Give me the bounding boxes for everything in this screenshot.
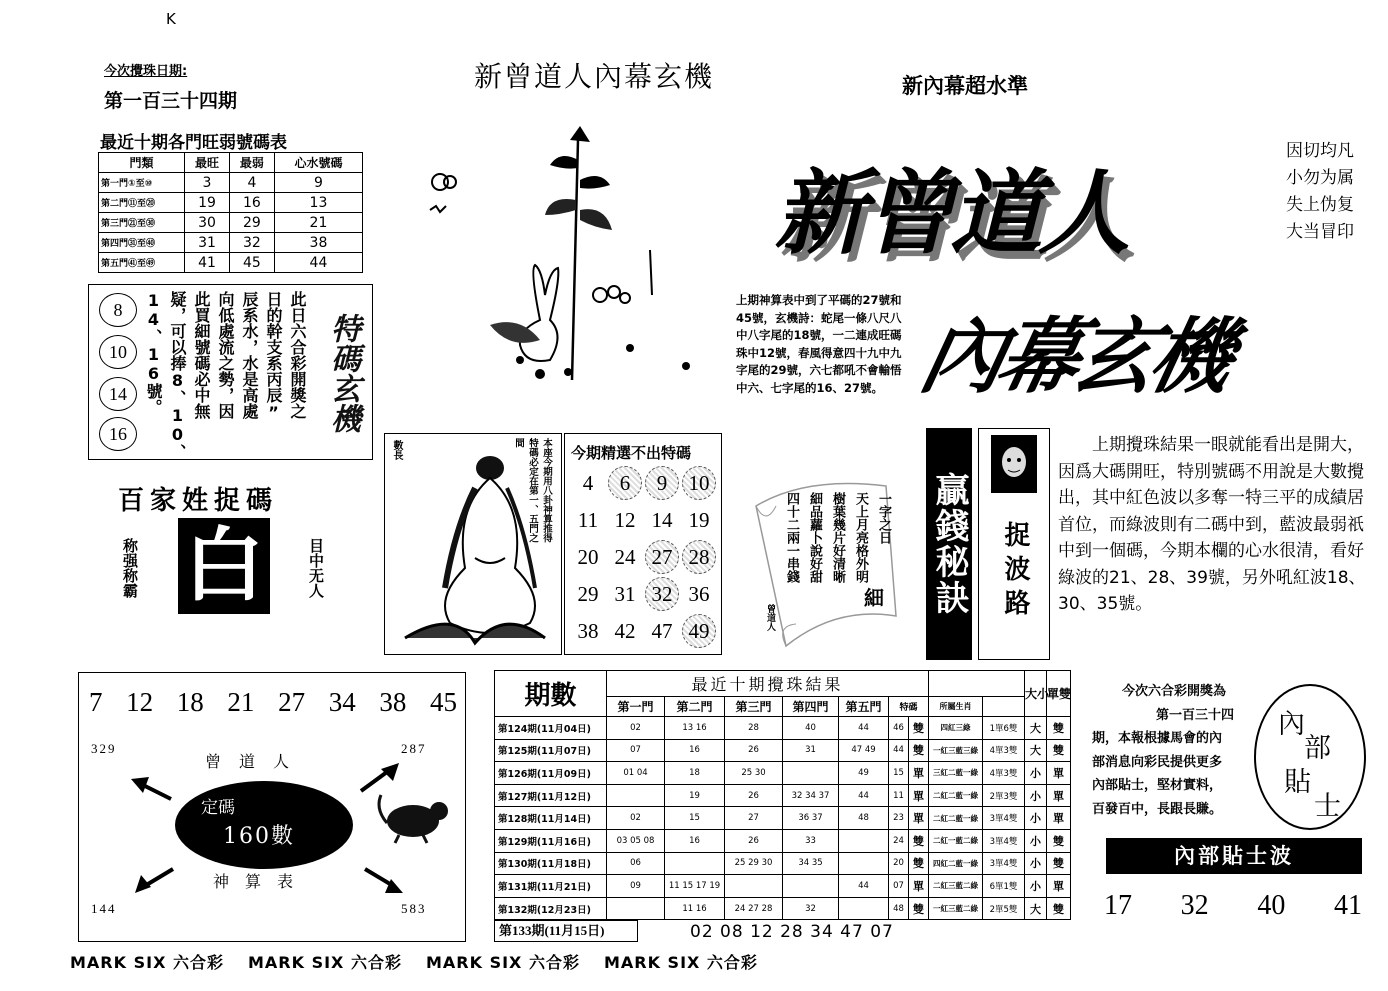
result-cell: 23: [889, 807, 909, 830]
gate-cell: 第五門㊶至㊾: [99, 253, 185, 273]
result-cell: 4單3雙: [983, 762, 1025, 785]
special-number: 4: [582, 470, 594, 495]
special-number: 42: [614, 618, 636, 643]
insider-line: 期，本報根據馬會的內: [1092, 731, 1223, 746]
surname-title: 百家姓捉碼: [118, 486, 279, 516]
gate-cell: 第二門⑪至⑳: [99, 193, 185, 213]
result-cell: 雙: [909, 739, 929, 762]
result-cell: 單: [909, 784, 929, 807]
result-cell: 大: [1025, 897, 1047, 920]
result-cell: 02: [607, 717, 665, 740]
rabbit-plant-illustration: [400, 120, 690, 390]
side-line: 失上伪复: [1286, 195, 1354, 215]
formula-number: 7: [89, 687, 103, 717]
table-row: [495, 784, 1071, 807]
result-cell: 46: [889, 717, 909, 740]
text-column: 此買細號碼必中無: [192, 291, 211, 419]
spacer-header: [929, 671, 1025, 697]
result-cell: 47 49: [839, 739, 889, 762]
result-cell: 雙: [1047, 852, 1071, 875]
corner-number: 583: [401, 901, 427, 916]
gate-cell: 第三門㉑至㉚: [99, 213, 185, 233]
result-cell: 雙: [1047, 717, 1071, 740]
max-cell: 30: [185, 213, 230, 233]
poem-line: 一字之日: [876, 492, 891, 544]
result-cell: 11 16: [665, 897, 725, 920]
result-cell: 32: [783, 897, 839, 920]
result-cell: 二紅三藍二綠: [929, 875, 983, 898]
result-cell: 單: [909, 875, 929, 898]
result-cell: 第129期(11月16日): [495, 829, 607, 852]
brand-title: 新曾道人: [774, 160, 1127, 267]
result-cell: 24: [889, 829, 909, 852]
result-cell: 小: [1025, 852, 1047, 875]
special-number: 20: [577, 544, 599, 569]
result-cell: 03 05 08: [607, 829, 665, 852]
subtitle: 新內幕超水準: [902, 74, 1028, 98]
footer-band-text: MARK SIX 六合彩: [425, 953, 580, 972]
result-cell: 單: [1047, 784, 1071, 807]
result-cell: 第131期(11月21日): [495, 875, 607, 898]
results-table: [494, 670, 1071, 920]
surname-right-slogan: 目中无人: [307, 538, 325, 598]
formula-number: 21: [227, 687, 255, 717]
result-cell: 第132期(12月23日): [495, 897, 607, 920]
wave-analysis-text: 上期攪珠結果一眼就能看出是開大，因爲大碼開旺，特別號碼不用說是大數攪出，其中紅色波以多奪一特三平的成績居首位，而綠波則有二碼中到，藍波最弱祇中到一個碼，今期本欄的心水很清，看好綠波的21、28、39號，另外吼紅波18、30、35號。: [1058, 435, 1366, 614]
result-cell: 雙: [1047, 829, 1071, 852]
gate-header: 第三門: [725, 697, 783, 717]
result-cell: 16: [665, 829, 725, 852]
result-cell: 11: [889, 784, 909, 807]
formula-number: 12: [126, 687, 154, 717]
result-cell: 4單3雙: [983, 739, 1025, 762]
special-number: 12: [614, 507, 636, 532]
result-cell: [665, 852, 725, 875]
footer-band-text: MARK SIX 六合彩: [247, 953, 402, 972]
result-cell: 40: [783, 717, 839, 740]
insider-line: 今次六合彩開獎為: [1122, 684, 1227, 699]
table-header: 門類: [99, 153, 185, 173]
result-cell: 3單4雙: [983, 807, 1025, 830]
result-cell: 6單1雙: [983, 875, 1025, 898]
special-code-heading: 特碼玄機: [325, 313, 360, 433]
result-cell: 27: [725, 807, 783, 830]
result-cell: 單: [909, 762, 929, 785]
result-cell: 36 37: [783, 807, 839, 830]
result-cell: [607, 784, 665, 807]
insider-line: 百發百中，長跟長賺。: [1092, 801, 1223, 817]
last-period-label: 第133期(11月15日): [494, 920, 638, 942]
result-cell: 09: [607, 875, 665, 898]
circled-number: 14: [99, 377, 137, 411]
insider-number: 17: [1104, 890, 1132, 921]
side-line: 小勿为属: [1286, 168, 1354, 188]
result-cell: 雙: [1047, 739, 1071, 762]
insider-line: 第一百三十四: [1156, 707, 1235, 723]
special-number: 49: [682, 614, 716, 648]
table-row: [495, 807, 1071, 830]
table-row: [495, 739, 1071, 762]
result-cell: 32 34 37: [783, 784, 839, 807]
text-column: 14、16號。: [144, 291, 163, 415]
result-cell: 44: [889, 739, 909, 762]
poem-line: 細品蘿卜說好甜: [807, 492, 822, 583]
min-cell: 29: [229, 213, 274, 233]
special-number: 9: [645, 466, 679, 500]
poem-signature: 曾道人: [765, 604, 775, 631]
special-numbers-title: 今期精選不出特碼: [571, 444, 692, 462]
issue-number: 第一百三十四期: [104, 90, 238, 112]
result-cell: 11 15 17 19: [665, 875, 725, 898]
special-header: 特碼: [889, 697, 929, 717]
max-cell: 19: [185, 193, 230, 213]
ten-period-table-title: 最近十期各門旺弱號碼表: [100, 133, 287, 153]
result-cell: 四紅二藍一綠: [929, 852, 983, 875]
result-cell: 小: [1025, 807, 1047, 830]
gate-header: 第一門: [607, 697, 665, 717]
result-cell: 20: [889, 852, 909, 875]
text-column: 此日六合彩開獎之: [288, 291, 307, 419]
poem-line: 四十二兩一串錢: [784, 492, 799, 583]
result-cell: 小: [1025, 829, 1047, 852]
last-period-numbers: 02 08 12 28 34 47 07: [690, 922, 894, 942]
result-cell: 二紅二藍一綠: [929, 807, 983, 830]
result-cell: 第125期(11月07日): [495, 739, 607, 762]
result-cell: 2單3雙: [983, 784, 1025, 807]
zodiac-header: 所屬生肖: [929, 697, 983, 717]
odd-even-header: 單雙: [1047, 671, 1071, 717]
result-cell: 小: [1025, 784, 1047, 807]
spacer-header: [983, 697, 1025, 717]
formula-bottom-label: 神算表: [213, 872, 310, 891]
result-cell: 34 35: [783, 852, 839, 875]
insider-badge: [1254, 684, 1366, 830]
result-cell: 小: [1025, 875, 1047, 898]
corner-number: 144: [91, 901, 117, 916]
insider-text: [1092, 680, 1280, 821]
result-cell: 06: [607, 852, 665, 875]
text-column: 疑，可以捧8、10、: [168, 291, 187, 460]
result-cell: 雙: [909, 897, 929, 920]
result-cell: 13 16: [665, 717, 725, 740]
fortune-teller-figure: [395, 448, 555, 652]
special-number: 14: [651, 507, 673, 532]
special-number: 24: [614, 544, 636, 569]
insider-number: 32: [1180, 890, 1209, 921]
result-cell: 單: [1047, 875, 1071, 898]
result-cell: 44: [839, 875, 889, 898]
table-row: [495, 897, 1071, 920]
result-cell: 雙: [909, 852, 929, 875]
poem-line: 樹葉幾片好清晰: [830, 492, 845, 583]
result-cell: 第126期(11月09日): [495, 762, 607, 785]
formula-number: 27: [278, 687, 306, 717]
draw-date-label: 今次攪珠日期:: [104, 64, 188, 79]
text-column: 日的幹支系丙辰”: [264, 291, 283, 422]
badge-char: 貼: [1284, 767, 1311, 798]
result-cell: 44: [839, 717, 889, 740]
poem-line: 天上月亮格外明: [853, 492, 868, 583]
result-cell: 26: [725, 829, 783, 852]
insider-number: 40: [1257, 890, 1286, 921]
result-cell: 07: [889, 875, 909, 898]
result-cell: 02: [607, 807, 665, 830]
insider-numbers: [1104, 890, 1362, 922]
result-cell: 單: [909, 807, 929, 830]
result-cell: 48: [839, 807, 889, 830]
table-header: 心水號碼: [274, 153, 362, 173]
table-row: [99, 193, 363, 213]
result-cell: 49: [839, 762, 889, 785]
max-cell: 41: [185, 253, 230, 273]
surname-char: 白: [178, 518, 270, 614]
result-cell: 3單4雙: [983, 829, 1025, 852]
pick-cell: 9: [274, 173, 362, 193]
result-cell: 25 29 30: [725, 852, 783, 875]
results-panel: [494, 670, 1072, 942]
badge-char: 士: [1314, 791, 1341, 822]
table-row: [495, 829, 1071, 852]
result-cell: 26: [725, 739, 783, 762]
main-title: 新曾道人內幕玄機: [474, 60, 715, 93]
gate-header: 第四門: [783, 697, 839, 717]
corner-mark: K: [166, 10, 176, 28]
fortune-side-text: 數長: [391, 440, 402, 460]
poem-scroll: [746, 466, 902, 656]
result-cell: [783, 875, 839, 898]
result-cell: 第127期(11月12日): [495, 784, 607, 807]
footer-band-text: MARK SIX 六合彩: [603, 953, 758, 972]
period-header: 期數: [495, 671, 607, 717]
formula-box: [78, 672, 466, 942]
result-cell: 二紅一藍二綠: [929, 829, 983, 852]
formula-number: 18: [176, 687, 204, 717]
badge-char: 內: [1278, 709, 1305, 740]
special-numbers-box: [564, 433, 722, 655]
result-cell: 15: [665, 807, 725, 830]
table-row: [99, 253, 363, 273]
brand-side-lines: [1286, 138, 1366, 246]
fixed-code-ellipse: [175, 781, 353, 869]
special-number: 29: [577, 581, 599, 606]
table-header: 最弱: [229, 153, 274, 173]
special-number: 28: [682, 540, 716, 574]
table-row: [99, 233, 363, 253]
result-cell: 小: [1025, 762, 1047, 785]
special-number: 31: [614, 581, 636, 606]
special-number: 38: [577, 618, 599, 643]
result-cell: 一紅三藍三綠: [929, 739, 983, 762]
min-cell: 45: [229, 253, 274, 273]
result-cell: 四紅三綠: [929, 717, 983, 740]
result-cell: 01 04: [607, 762, 665, 785]
corner-number: 287: [401, 741, 427, 756]
table-row: [495, 852, 1071, 875]
result-cell: 44: [839, 784, 889, 807]
rat-icon: [375, 789, 459, 845]
table-row: [495, 717, 1071, 740]
result-cell: 第130期(11月18日): [495, 852, 607, 875]
circled-number: 8: [99, 293, 137, 327]
author-portrait: [991, 435, 1037, 493]
result-cell: 07: [607, 739, 665, 762]
result-cell: 單: [1047, 807, 1071, 830]
result-cell: 16: [665, 739, 725, 762]
result-cell: 一紅三藍二綠: [929, 897, 983, 920]
min-cell: 32: [229, 233, 274, 253]
verse-text: 上期神算表中到了平碼的27號和45號，玄機詩：蛇尾一條八尺八中八字尾的18號，一二連成旺碼珠中12號，春風得意四十九中九字尾的29號，六七都吼不會輸悟中六、七字尾的16、27號。: [736, 293, 902, 395]
gate-header: 第二門: [665, 697, 725, 717]
special-number: 36: [688, 581, 710, 606]
result-cell: [783, 762, 839, 785]
result-cell: 28: [725, 717, 783, 740]
fixed-code-label: 定碼: [201, 798, 235, 818]
special-number: 32: [645, 577, 679, 611]
result-cell: [839, 897, 889, 920]
result-cell: 第124期(11月04日): [495, 717, 607, 740]
result-cell: 2單5雙: [983, 897, 1025, 920]
result-cell: 24 27 28: [725, 897, 783, 920]
result-cell: 15: [889, 762, 909, 785]
pick-cell: 21: [274, 213, 362, 233]
special-number: 10: [682, 466, 716, 500]
result-cell: 48: [889, 897, 909, 920]
result-cell: 26: [725, 784, 783, 807]
table-row: [99, 173, 363, 193]
result-cell: 19: [665, 784, 725, 807]
fortune-text: 本座今期用八卦神算推得特碼必定在第一、五門之間: [513, 438, 552, 543]
result-cell: 第128期(11月14日): [495, 807, 607, 830]
footer-band-text: MARK SIX 六合彩: [70, 953, 224, 972]
result-cell: 雙: [909, 717, 929, 740]
fixed-code-count: 160數: [223, 824, 295, 849]
result-cell: 三紅二藍一綠: [929, 762, 983, 785]
wave-road-box: [978, 428, 1050, 660]
gate-cell: 第四門㉛至㊵: [99, 233, 185, 253]
result-cell: 1單6雙: [983, 717, 1025, 740]
surname-left-slogan: 称强称霸: [121, 538, 139, 598]
special-number: 19: [688, 507, 710, 532]
table-header: 最旺: [185, 153, 230, 173]
circled-number: 10: [99, 335, 137, 369]
formula-number: 45: [429, 687, 457, 717]
pick-cell: 38: [274, 233, 362, 253]
result-cell: 3單4雙: [983, 852, 1025, 875]
formula-number: 34: [328, 687, 356, 717]
brand-subtitle: 內幕玄機: [912, 310, 1237, 405]
result-cell: 大: [1025, 739, 1047, 762]
ten-period-table: [98, 152, 363, 273]
special-number: 6: [608, 466, 642, 500]
results-subtitle: 最近十期攪珠結果: [607, 671, 929, 697]
mark-six-footer-band: [70, 950, 1370, 972]
text-column: 向低處流之勢，因: [216, 291, 235, 419]
result-cell: 18: [665, 762, 725, 785]
result-cell: [607, 897, 665, 920]
result-cell: 大: [1025, 717, 1047, 740]
result-cell: 雙: [1047, 897, 1071, 920]
formula-number: 38: [379, 687, 407, 717]
gate-cell: 第一門①至⑩: [99, 173, 185, 193]
special-numbers-grid: [565, 464, 723, 654]
side-line: 大当冒印: [1286, 222, 1354, 242]
circled-number: 16: [99, 417, 137, 451]
max-cell: 3: [185, 173, 230, 193]
insider-number: 41: [1333, 890, 1362, 921]
result-cell: 單: [1047, 762, 1071, 785]
result-cell: 25 30: [725, 762, 783, 785]
fortune-box: [384, 433, 562, 655]
pick-cell: 44: [274, 253, 362, 273]
result-cell: 二紅二藍一綠: [929, 784, 983, 807]
badge-char: 部: [1304, 733, 1331, 764]
min-cell: 4: [229, 173, 274, 193]
side-line: 因切均凡: [1286, 141, 1354, 161]
winning-secret-label: 贏錢秘訣: [926, 428, 972, 660]
min-cell: 16: [229, 193, 274, 213]
result-cell: 33: [783, 829, 839, 852]
special-number: 11: [577, 507, 599, 532]
result-cell: 31: [783, 739, 839, 762]
size-header: 大小: [1025, 671, 1047, 717]
result-cell: [839, 852, 889, 875]
table-row: [495, 762, 1071, 785]
formula-top-label: 曾道人: [205, 752, 308, 771]
special-number: 27: [645, 540, 679, 574]
gate-header: 第五門: [839, 697, 889, 717]
table-row: [495, 875, 1071, 898]
insider-wave-title: 內部貼士波: [1106, 838, 1362, 874]
result-cell: 雙: [909, 829, 929, 852]
insider-line: 內部貼士，堅材實料，: [1092, 778, 1223, 793]
max-cell: 31: [185, 233, 230, 253]
corner-number: 329: [91, 741, 117, 756]
poem-end-char: 細: [864, 586, 884, 610]
result-cell: [725, 875, 783, 898]
special-code-box: [88, 284, 373, 460]
special-number: 47: [651, 618, 673, 643]
text-column: 辰系水，水是高處: [240, 291, 259, 419]
wave-road-label: 捉波路: [1000, 521, 1030, 623]
table-row: [99, 213, 363, 233]
pick-cell: 13: [274, 193, 362, 213]
insider-line: 部消息向彩民提供更多: [1092, 754, 1223, 770]
portrait-face: [996, 442, 1032, 486]
result-cell: [839, 829, 889, 852]
